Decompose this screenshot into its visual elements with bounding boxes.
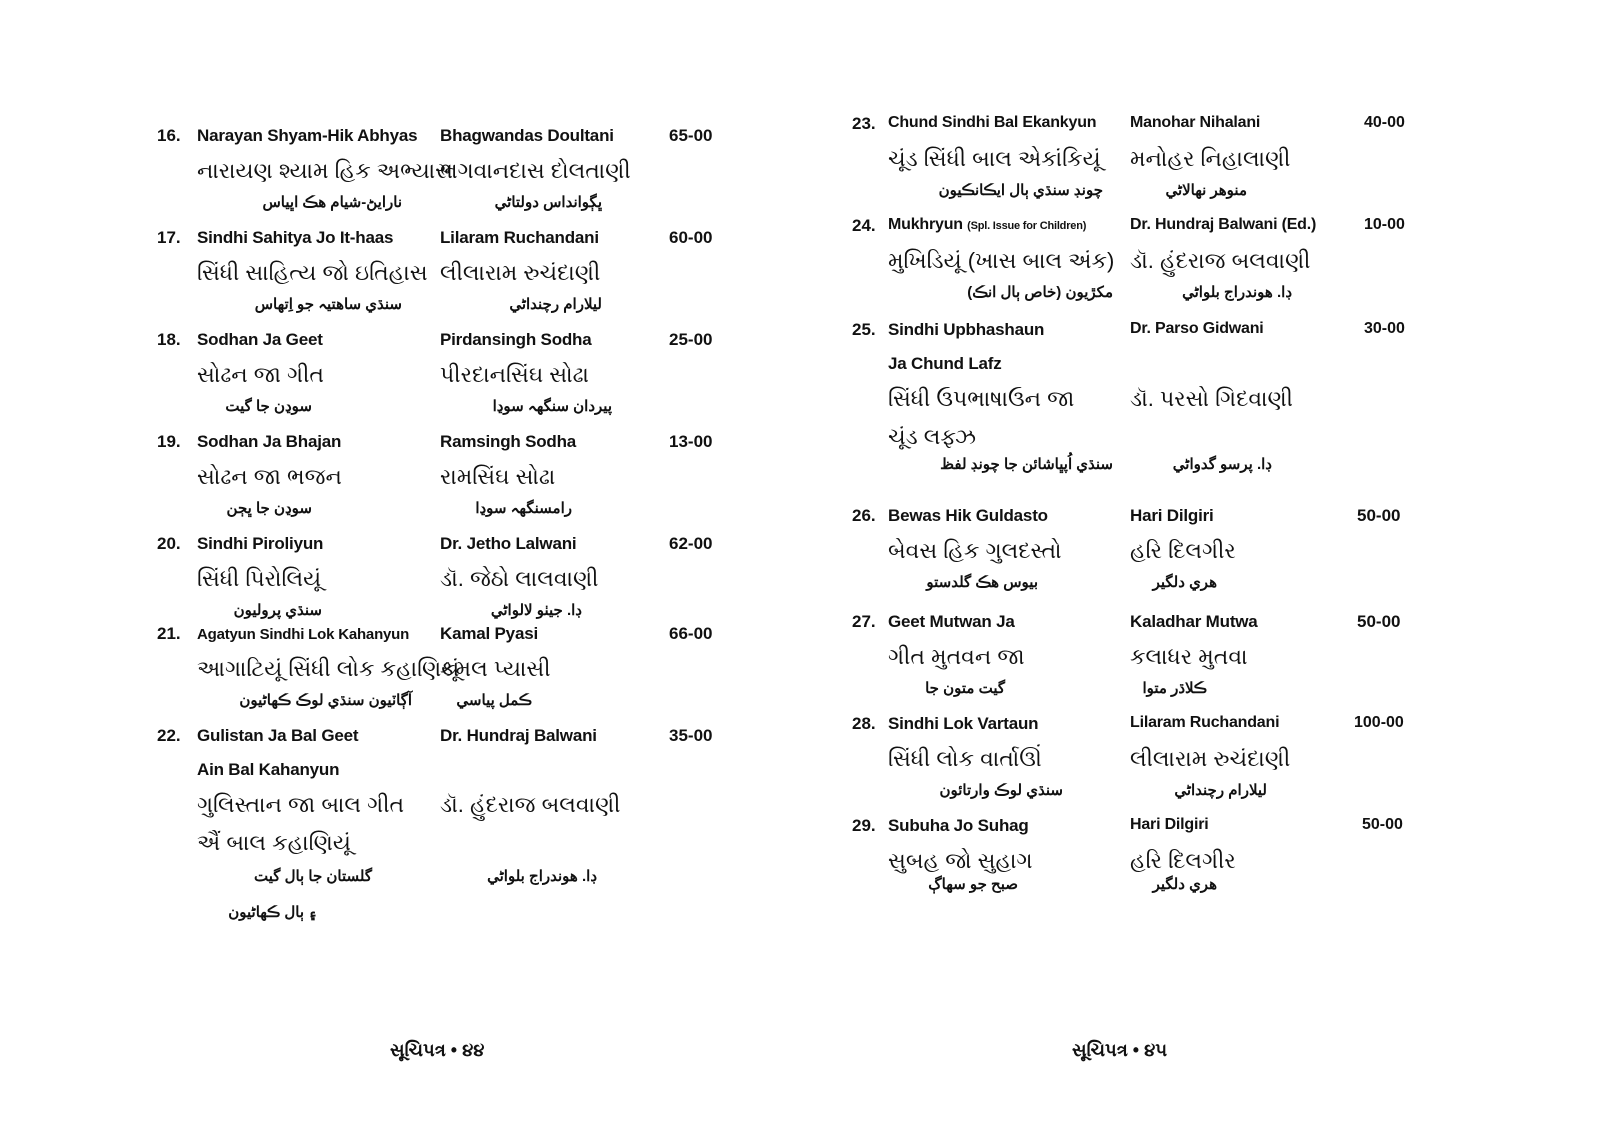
- entry-author-gujarati: લીલારામ રુચંદાણી: [440, 260, 601, 285]
- entry-title: Chund Sindhi Bal Ekankyun: [888, 114, 1097, 131]
- entry-author: Kaladhar Mutwa: [1130, 612, 1258, 631]
- entry-author: Dr. Hundraj Balwani (Ed.): [1130, 216, 1317, 233]
- catalog-entry-24: [852, 212, 1412, 308]
- catalog-entry-17: [157, 224, 737, 320]
- entry-title-gujarati: સિંધી પિરોલિયૂં: [197, 566, 322, 591]
- entry-title: Agatyun Sindhi Lok Kahanyun: [197, 626, 410, 643]
- entry-number: 26.: [852, 506, 876, 525]
- entry-price: 50-00: [1357, 506, 1401, 525]
- catalog-entry-27: [852, 608, 1412, 704]
- entry-author-sindhi: منوهر نهالاڻي: [1165, 182, 1247, 199]
- entry-number: 18.: [157, 330, 181, 349]
- entry-author-gujarati: કલાધર મુતવા: [1130, 644, 1248, 669]
- entry-price: 10-00: [1364, 216, 1405, 233]
- entry-number: 25.: [852, 320, 876, 339]
- entry-title-gujarati: સિંધી લોક વાર્તાઊં: [888, 746, 1042, 771]
- right-page: [800, 0, 1600, 1131]
- catalog-entry-20: [157, 530, 737, 626]
- catalog-entry-29: [852, 812, 1412, 900]
- entry-title-continued: Ja Chund Lafz: [888, 354, 1002, 373]
- entry-author: Manohar Nihalani: [1130, 114, 1261, 131]
- entry-author: Hari Dilgiri: [1130, 816, 1209, 833]
- entry-author-gujarati: હરિ દિલગીર: [1130, 538, 1236, 563]
- entry-title-gujarati: સોઢન જા ગીત: [197, 362, 324, 387]
- entry-author: Hari Dilgiri: [1130, 506, 1214, 525]
- entry-number: 29.: [852, 816, 876, 835]
- entry-author-gujarati: ડૉ. હુંદરાજ બલવાણી: [440, 792, 621, 817]
- entry-price: 60-00: [669, 228, 713, 247]
- entry-title-gujarati: આગાટિયૂં સિંધી લોક કહાણિયૂં: [197, 656, 460, 681]
- entry-author-gujarati: મનોહર નિહાલાણી: [1130, 146, 1291, 171]
- entry-title-sindhi: نارايڻ-شيام هڪ اڀياس: [262, 194, 402, 211]
- entry-title-gujarati: બેવસ હિક ગુલદસ્તો: [888, 538, 1062, 563]
- entry-title-gujarati: સિંધી સાહિત્ય જો ઇતિહાસ: [197, 260, 428, 285]
- catalog-entry-26: [852, 502, 1412, 598]
- entry-title-note: (Spl. Issue for Children): [967, 220, 1087, 232]
- entry-number: 19.: [157, 432, 181, 451]
- entry-author-gujarati: કમલ પ્યાસી: [440, 656, 551, 681]
- entry-author-sindhi: ڊا. پرسو گدواڻي: [1172, 456, 1272, 473]
- catalog-entry-16: [157, 122, 737, 218]
- entry-author: Dr. Jetho Lalwani: [440, 534, 577, 553]
- entry-author-sindhi: ليلارام رچنداڻي: [1174, 782, 1267, 799]
- entry-author-sindhi: پيردان سنگهہ سوڍا: [492, 398, 612, 415]
- entry-price: 62-00: [669, 534, 713, 553]
- entry-number: 16.: [157, 126, 181, 145]
- catalog-entry-25: [852, 316, 1412, 480]
- entry-title-sindhi: گلستان جا ٻال گيت: [254, 868, 372, 885]
- entry-title-sindhi: گيت متون جا: [925, 680, 1005, 697]
- entry-author: Pirdansingh Sodha: [440, 330, 592, 349]
- entry-title-sindhi: مکڙيون (خاص ٻال انڪ): [967, 284, 1113, 301]
- entry-title: Sindhi Piroliyun: [197, 534, 324, 553]
- entry-price: 50-00: [1357, 612, 1401, 631]
- entry-title: Bewas Hik Guldasto: [888, 506, 1048, 525]
- entry-title: Gulistan Ja Bal Geet: [197, 726, 359, 745]
- entry-title: Sindhi Lok Vartaun: [888, 714, 1039, 733]
- entry-title-continued: Ain Bal Kahanyun: [197, 760, 340, 779]
- entry-number: 22.: [157, 726, 181, 745]
- catalog-entry-22: [157, 722, 737, 928]
- entry-title: Subuha Jo Suhag: [888, 816, 1029, 835]
- entry-author-sindhi: هري دلگير: [1152, 574, 1217, 591]
- entry-author: Lilaram Ruchandani: [1130, 714, 1280, 731]
- entry-title-gujarati: ગુલિસ્તાન જા બાલ ગીત: [197, 792, 405, 817]
- entry-author-sindhi: ڪلاڌر متوا: [1142, 680, 1207, 697]
- entry-number: 17.: [157, 228, 181, 247]
- entry-author-gujarati: ભગવાનદાસ દોલતાણી: [440, 158, 631, 183]
- entry-price: 13-00: [669, 432, 713, 451]
- entry-author-gujarati: પીરદાનસિંઘ સોઢા: [440, 362, 589, 387]
- entry-title-sindhi: صبح جو سهاڳ: [928, 876, 1018, 893]
- entry-title: Sodhan Ja Bhajan: [197, 432, 342, 451]
- entry-number: 24.: [852, 216, 876, 235]
- entry-author: Dr. Parso Gidwani: [1130, 320, 1264, 337]
- entry-number: 23.: [852, 114, 876, 133]
- entry-number: 28.: [852, 714, 876, 733]
- entry-title-sindhi: سنڌي اُپڀاشائن جا چونڊ لفظ: [940, 456, 1113, 473]
- entry-author-sindhi: ڀڳوانداس دولتاڻي: [494, 194, 602, 211]
- entry-title-gujarati: સુબહ જો સુહાગ: [888, 848, 1033, 873]
- entry-title-sindhi-continued: ۽ ٻال ڪهاڻيون: [228, 904, 317, 921]
- entry-author-gujarati: લીલારામ રુચંદાણી: [1130, 746, 1291, 771]
- entry-author-gujarati: હરિ દિલગીર: [1130, 848, 1236, 873]
- entry-price: 40-00: [1364, 114, 1405, 131]
- entry-number: 20.: [157, 534, 181, 553]
- entry-author-sindhi: ليلارام رچنداڻي: [509, 296, 602, 313]
- entry-author: Lilaram Ruchandani: [440, 228, 599, 247]
- entry-title: Narayan Shyam-Hik Abhyas: [197, 126, 418, 145]
- entry-title: Sodhan Ja Geet: [197, 330, 323, 349]
- entry-author-sindhi: ڪمل پياسي: [456, 692, 532, 709]
- entry-price: 50-00: [1362, 816, 1403, 833]
- entry-author: Bhagwandas Doultani: [440, 126, 614, 145]
- entry-title-gujarati: ગીત મુતવન જા: [888, 644, 1025, 669]
- entry-title-sindhi: چونڊ سنڌي ٻال ايڪانڪيون: [938, 182, 1103, 199]
- entry-title: Sindhi Sahitya Jo It-haas: [197, 228, 394, 247]
- entry-number: 27.: [852, 612, 876, 631]
- entry-title-sindhi: سنڌي ساهتيہ جو اِتهاس: [254, 296, 402, 313]
- entry-title: Mukhryun: [888, 216, 963, 233]
- entry-title-gujarati-continued: ઐં બાલ કહાણિયૂં: [197, 830, 351, 855]
- entry-author-sindhi: ڊا. جيٺو لالواڻي: [490, 602, 582, 619]
- entry-price: 25-00: [669, 330, 713, 349]
- entry-title-gujarati: મુખિડિયૂં (ખાસ બાલ અંક): [888, 248, 1115, 273]
- entry-title-sindhi: بيوس هڪ گلدستو: [926, 574, 1038, 591]
- entry-author-gujarati: ડૉ. હુંદરાજ બલવાણી: [1130, 248, 1311, 273]
- entry-author: Kamal Pyasi: [440, 624, 538, 643]
- entry-title: Sindhi Upbhashaun: [888, 320, 1045, 339]
- entry-title-sindhi: سنڌي پروليون: [233, 602, 322, 619]
- entry-title-gujarati: સિંધી ઉપભાષાઉન જા: [888, 386, 1075, 411]
- entry-price: 66-00: [669, 624, 713, 643]
- entry-author-sindhi: رامسنگهہ سوڍا: [475, 500, 572, 517]
- page-footer: સૂચિપત્ર • ૪૫: [1072, 1040, 1168, 1060]
- catalog-entry-19: [157, 428, 737, 524]
- entry-price: 65-00: [669, 126, 713, 145]
- entry-price: 30-00: [1364, 320, 1405, 337]
- page-footer: સૂચિપત્ર • ૪૪: [390, 1040, 485, 1060]
- entry-title-sindhi: سنڌي لوڪ وارتائون: [939, 782, 1063, 799]
- entry-author-gujarati: ડૉ. જેઠો લાલવાણી: [440, 566, 599, 591]
- entry-price: 35-00: [669, 726, 713, 745]
- entry-author-gujarati: ડૉ. પરસો ગિદવાણી: [1130, 386, 1293, 411]
- entry-author-sindhi: ڊا. هوندراج بلواڻي: [1182, 284, 1292, 301]
- entry-author: Ramsingh Sodha: [440, 432, 577, 451]
- entry-title-gujarati: સોઢન જા ભજન: [197, 464, 342, 489]
- entry-title-sindhi: سوڍن جا ڀڄن: [226, 500, 312, 517]
- entry-number: 21.: [157, 624, 181, 643]
- entry-title: Geet Mutwan Ja: [888, 612, 1015, 631]
- entry-author-sindhi: هري دلگير: [1152, 876, 1217, 893]
- catalog-entry-28: [852, 710, 1412, 806]
- catalog-entry-23: [852, 110, 1412, 206]
- entry-title-sindhi: سوڍن جا گيت: [225, 398, 312, 415]
- entry-title-sindhi: آڳاٽيون سنڌي لوڪ ڪهاڻيون: [239, 692, 412, 709]
- entry-title-gujarati-continued: ચૂંડ લફ્ઝ: [888, 424, 977, 449]
- entry-title-gujarati: ચૂંડ સિંધી બાલ એકાંકિયૂં: [888, 146, 1101, 171]
- entry-price: 100-00: [1354, 714, 1404, 731]
- entry-author: Dr. Hundraj Balwani: [440, 726, 597, 745]
- entry-author-sindhi: ڊا. هوندراج بلواڻي: [487, 868, 597, 885]
- catalog-entry-18: [157, 326, 737, 422]
- entry-title-gujarati: નારાયણ શ્યામ હિક અભ્યાસ: [197, 158, 453, 183]
- catalog-entry-21: [157, 620, 737, 716]
- entry-author-gujarati: રામસિંઘ સોઢા: [440, 464, 556, 489]
